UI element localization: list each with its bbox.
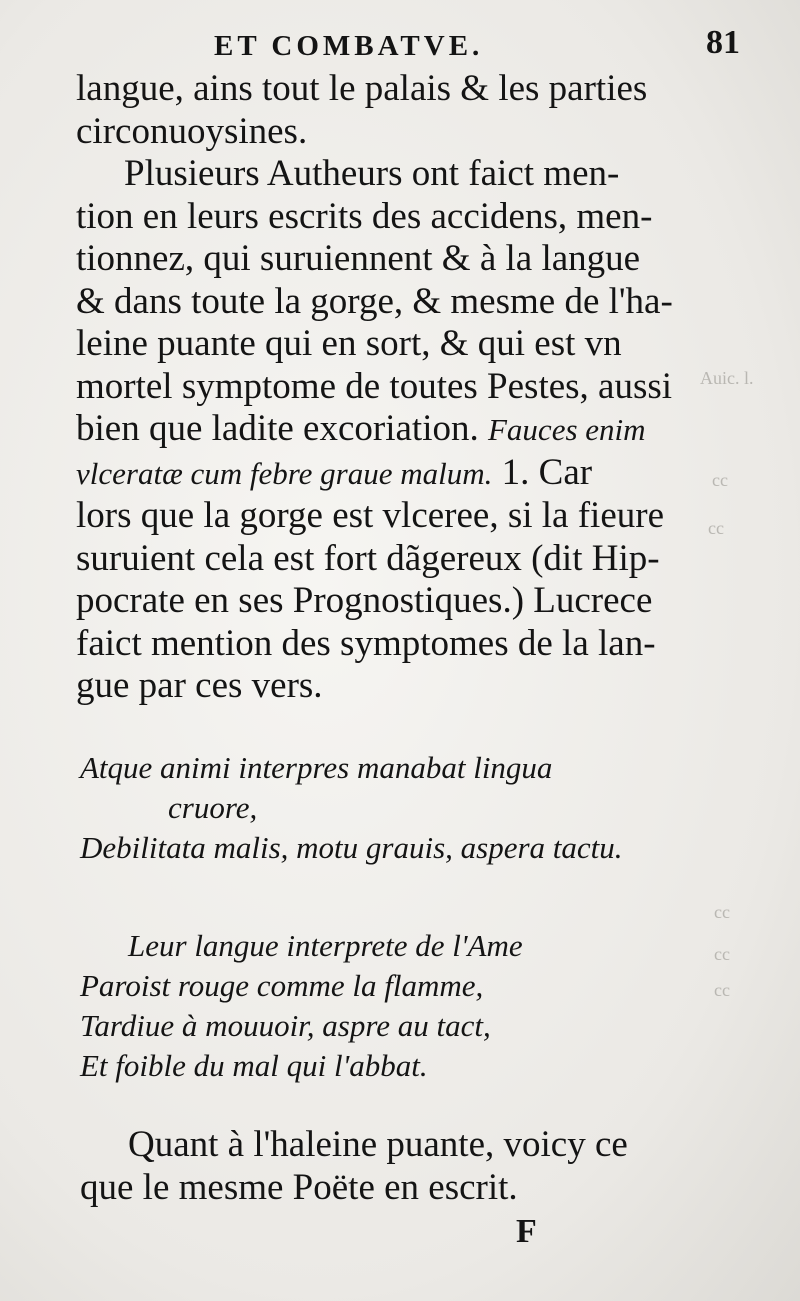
running-head: ET COMBATVE. [214,30,484,62]
text-line: langue, ains tout le palais & les parties [76,68,648,109]
signature-mark: F [516,1213,537,1250]
verse-line: Et foible du mal qui l'abbat. [80,1048,428,1083]
text-line: circonuoysines. [76,110,308,152]
text-line: suruient cela est fort dãgereux (dit Hip- [76,537,660,579]
verse-line: Atque animi interpres manabat lingua [80,750,553,785]
text-line: leine puante qui en sort, & qui est vn [76,323,622,364]
text-line: & dans toute la gorge, & mesme de l'ha- [76,280,673,322]
text-line [76,452,651,496]
french-verse [80,926,670,1086]
verse-line: Debilitata malis, motu grauis, aspera tactu. [80,830,623,865]
bleed-through-mark: cc [714,902,730,922]
text-line: faict mention des symptomes de la lan- [76,622,656,664]
latin-quote: Fauces enim [488,412,646,447]
page-header [214,24,760,64]
text-line: tionnez, qui suruiennent & à la langue [76,238,641,279]
latin-verse [80,748,670,868]
verse-line: Tardiue à mouuoir, aspre au tact, [80,1008,491,1043]
text-fragment: bien que ladite excoriation. [76,408,479,449]
verse-line: cruore, [168,790,258,825]
verse-line: Paroist rouge comme la flamme, [80,968,484,1003]
aphorism-number: 1. [501,451,530,493]
page-number: 81 [706,24,740,61]
bleed-through-mark: cc [714,944,730,964]
text-line: que le mesme Poëte en escrit. [80,1167,518,1208]
body-text [76,68,673,708]
verse-line: Leur langue interprete de l'Ame [128,928,523,963]
bleed-through-mark: cc [712,470,728,490]
bleed-through-mark: cc [714,980,730,1000]
text-line: mortel symptome de toutes Pestes, aussi [76,365,673,407]
text-fragment: Car [538,451,593,493]
text-line: lors que la gorge est vlceree, si la fieure [76,495,664,536]
text-line: Plusieurs Autheurs ont faict men- [124,153,620,194]
bleed-through-mark: Auic. l. [700,368,754,388]
text-line: Quant à l'haleine puante, voicy ce [128,1124,628,1165]
text-line: tion en leurs escrits des accidens, men- [76,195,653,237]
closing-paragraph [80,1123,655,1209]
text-line [76,408,651,452]
text-line: gue par ces vers. [76,665,323,706]
text-line: pocrate en ses Prognostiques.) Lucrece [76,580,653,621]
bleed-through-mark: cc [708,518,724,538]
latin-quote-cont: vlceratæ cum febre graue malum. [76,455,493,491]
